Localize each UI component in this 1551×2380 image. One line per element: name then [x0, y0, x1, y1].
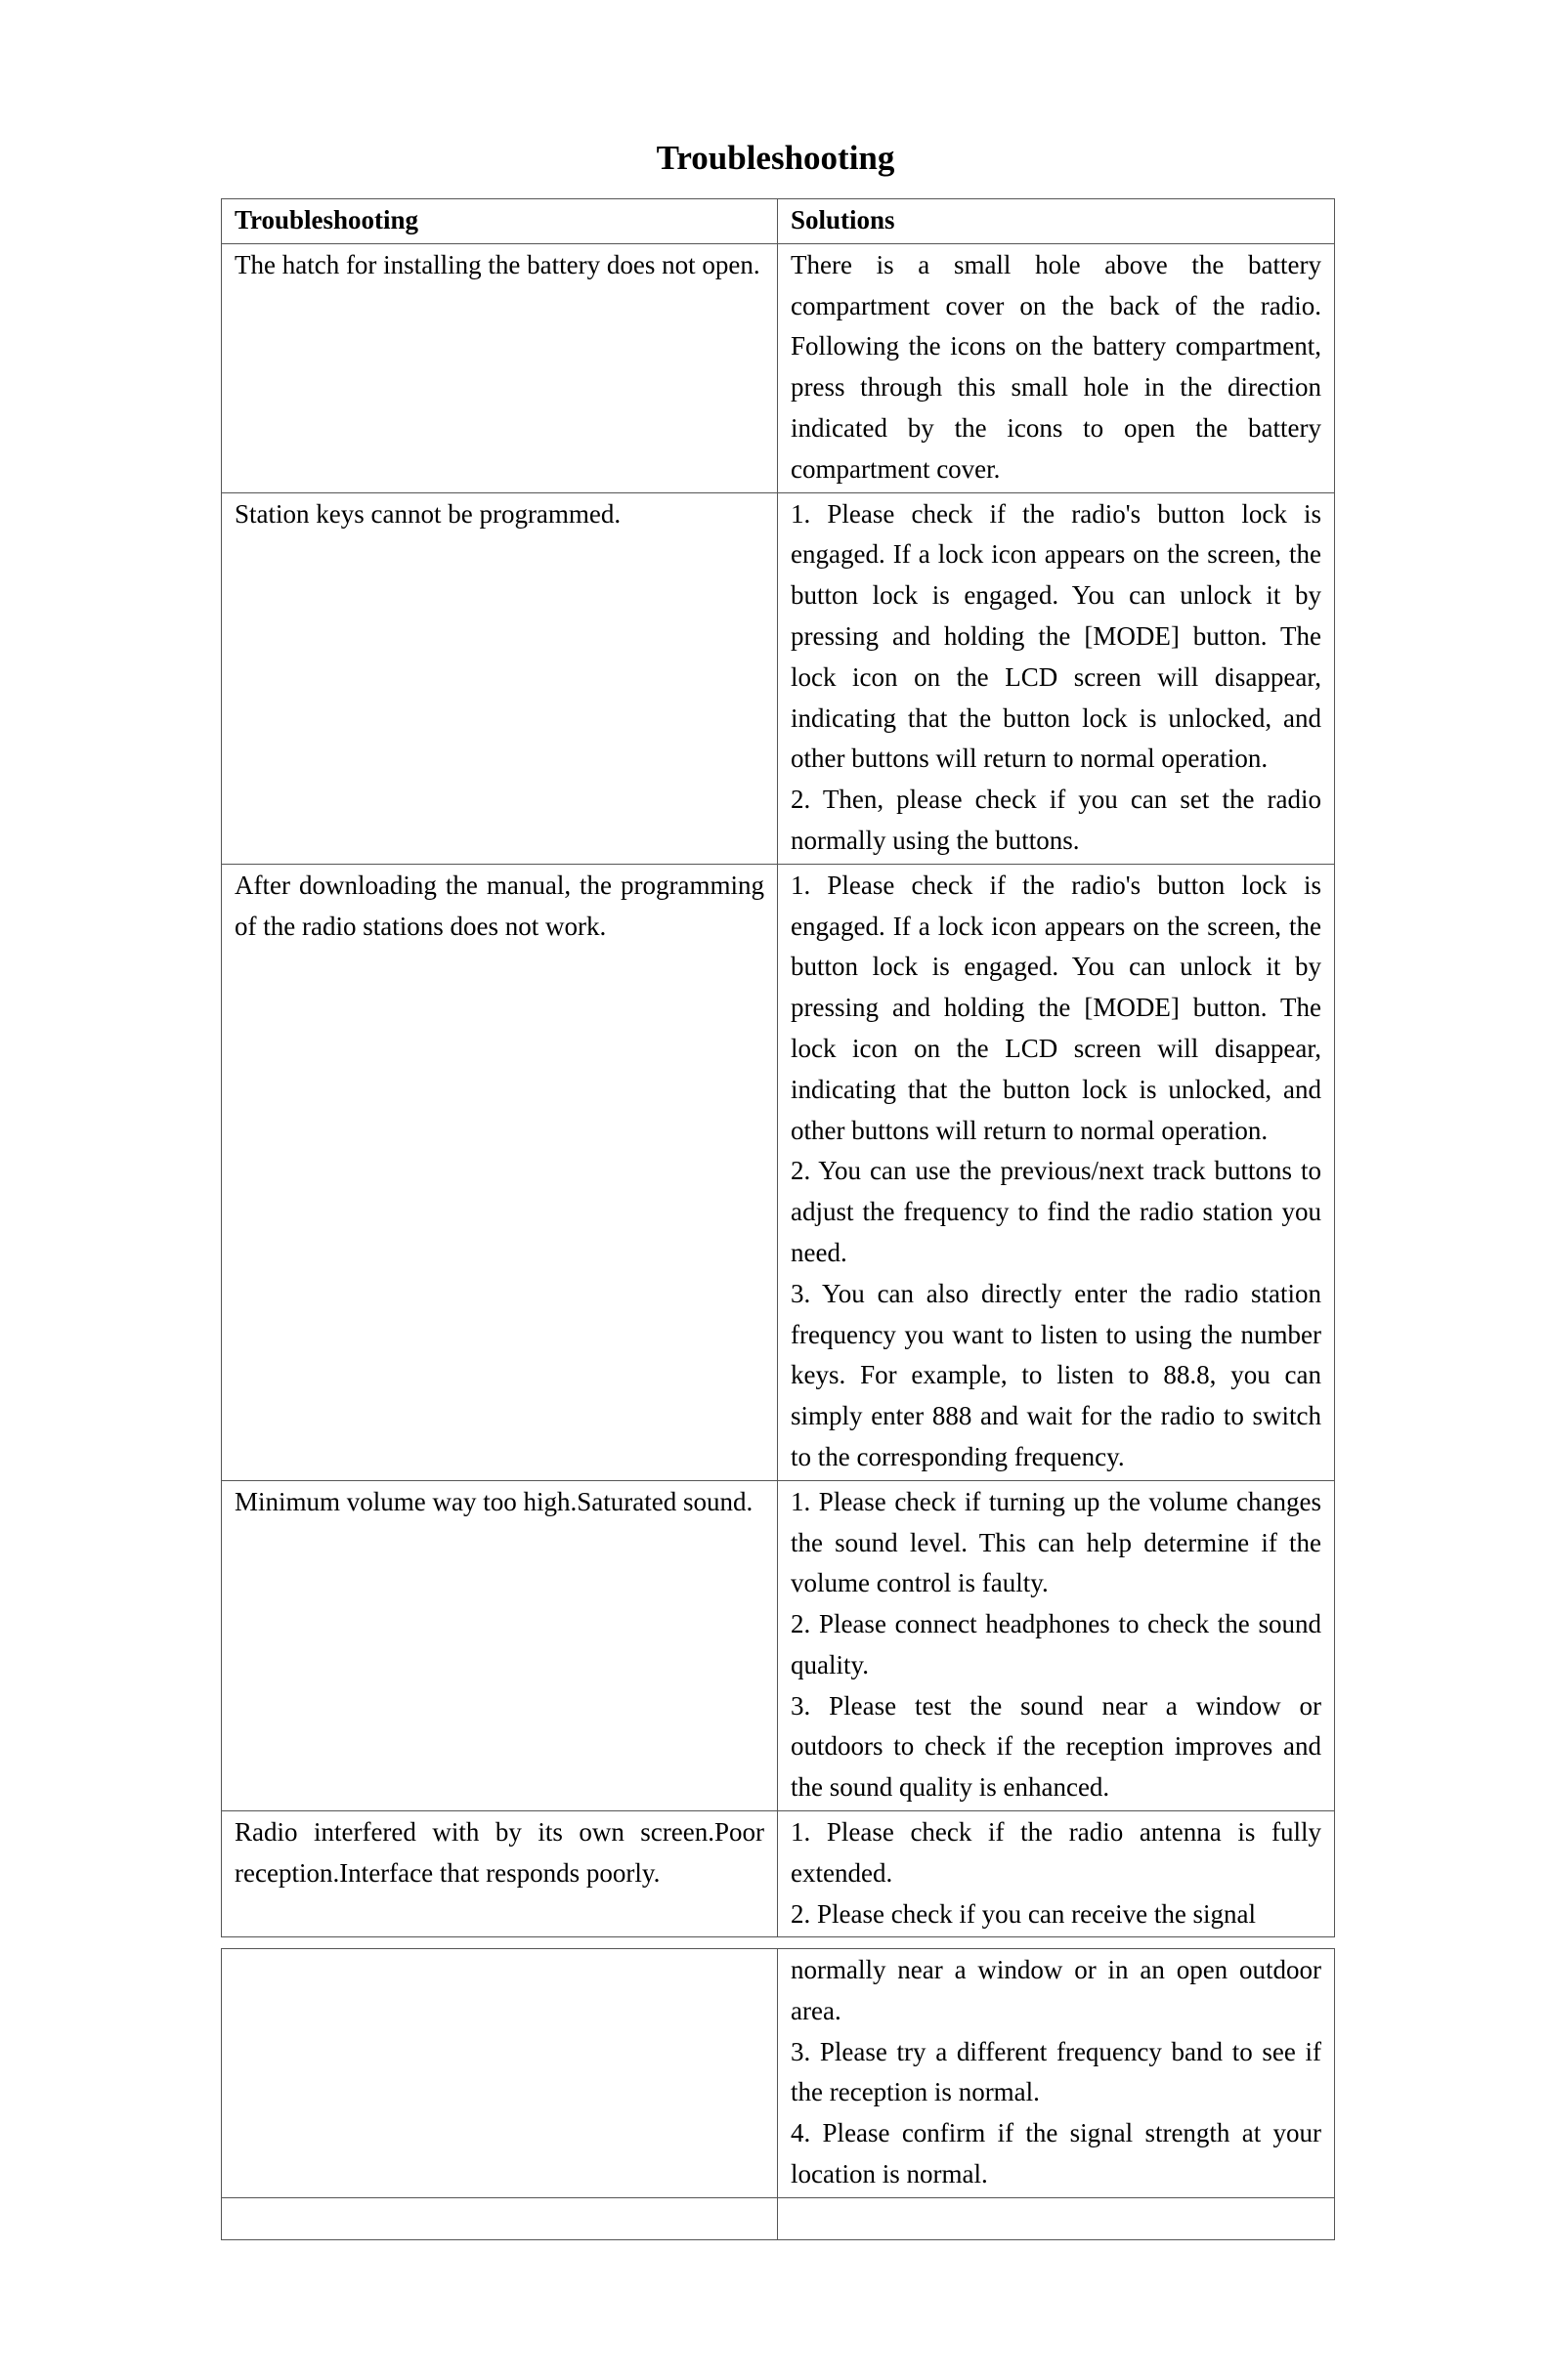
table-row — [222, 864, 1335, 1480]
solution-step: 2. You can use the previous/next track buttons to adjust the frequency to find the radio station you need. — [791, 1156, 1321, 1267]
solution-step: 2. Then, please check if you can set the radio normally using the buttons. — [791, 785, 1321, 855]
solution-step: 3. Please test the sound near a window or outdoors to check if the reception improves and the sound quality is enhanced. — [791, 1690, 1321, 1803]
solution-cell — [778, 1480, 1335, 1810]
solution-step: 3. Please try a different frequency band to see if the reception is normal. — [791, 2036, 1321, 2107]
solution-step: 2. Please check if you can receive the signal — [791, 1898, 1257, 1929]
solution-step: There is a small hole above the battery compartment cover on the back of the radio. Following the icons on the battery compartment, press through this small hole in the direction indicated by the icons to open the battery compartment cover. — [791, 249, 1321, 484]
solution-step: 3. You can also directly enter the radio station frequency you want to listen to using the number keys. For example, to listen to 88.8, you can simply enter 888 and wait for the radio to switch to the corresponding frequency. — [791, 1278, 1321, 1471]
solution-cell — [778, 492, 1335, 864]
solution-step: 2. Please connect headphones to check the sound quality. — [791, 1609, 1321, 1679]
column-header-solutions: Solutions — [778, 199, 1335, 244]
solution-step: 1. Please check if the radio's button lock is engaged. If a lock icon appears on the screen, the button lock is engaged. You can unlock it by pressing and holding the [MODE] button. The lock icon on the LCD screen will disappear, indicating that the button lock is unlocked, and other buttons will return to normal operation. — [791, 870, 1321, 1145]
solution-cell — [778, 864, 1335, 1480]
problem-cell: Minimum volume way too high.Saturated sound. — [222, 1480, 778, 1810]
table-row — [222, 243, 1335, 492]
table-row — [222, 1949, 1335, 2198]
problem-cell: After downloading the manual, the programming of the radio stations does not work. — [222, 864, 778, 1480]
table-row — [222, 1480, 1335, 1810]
solution-step: 1. Please check if turning up the volume changes the sound level. This can help determine if the volume control is faulty. — [791, 1486, 1321, 1598]
solution-cell — [778, 243, 1335, 492]
table-row — [222, 1811, 1335, 1937]
page-title: Troubleshooting — [656, 139, 895, 177]
troubleshooting-table-continued — [221, 1948, 1335, 2240]
table-row-empty — [222, 2197, 1335, 2239]
solution-step: 4. Please confirm if the signal strength at your location is normal. — [791, 2118, 1321, 2189]
problem-cell: The hatch for installing the battery does not open. — [222, 243, 778, 492]
solution-step: normally near a window or in an open outdoor area. — [791, 1955, 1321, 2025]
table-header-row — [222, 199, 1335, 244]
solution-cell — [778, 2197, 1335, 2239]
problem-cell — [222, 1949, 778, 2198]
solution-cell — [778, 1949, 1335, 2198]
solution-step: 1. Please check if the radio's button lock is engaged. If a lock icon appears on the screen, the button lock is engaged. You can unlock it by pressing and holding the [MODE] button. The lock icon on the LCD screen will disappear, indicating that the button lock is unlocked, and other buttons will return to normal operation. — [791, 498, 1321, 774]
problem-cell: Radio interfered with by its own screen.Poor reception.Interface that responds poorly. — [222, 1811, 778, 1937]
problem-cell — [222, 2197, 778, 2239]
table-row — [222, 492, 1335, 864]
problem-cell: Station keys cannot be programmed. — [222, 492, 778, 864]
column-header-troubleshooting: Troubleshooting — [222, 199, 778, 244]
solution-step: 1. Please check if the radio antenna is fully extended. — [791, 1817, 1321, 1888]
troubleshooting-table — [221, 198, 1335, 1937]
solution-cell — [778, 1811, 1335, 1937]
